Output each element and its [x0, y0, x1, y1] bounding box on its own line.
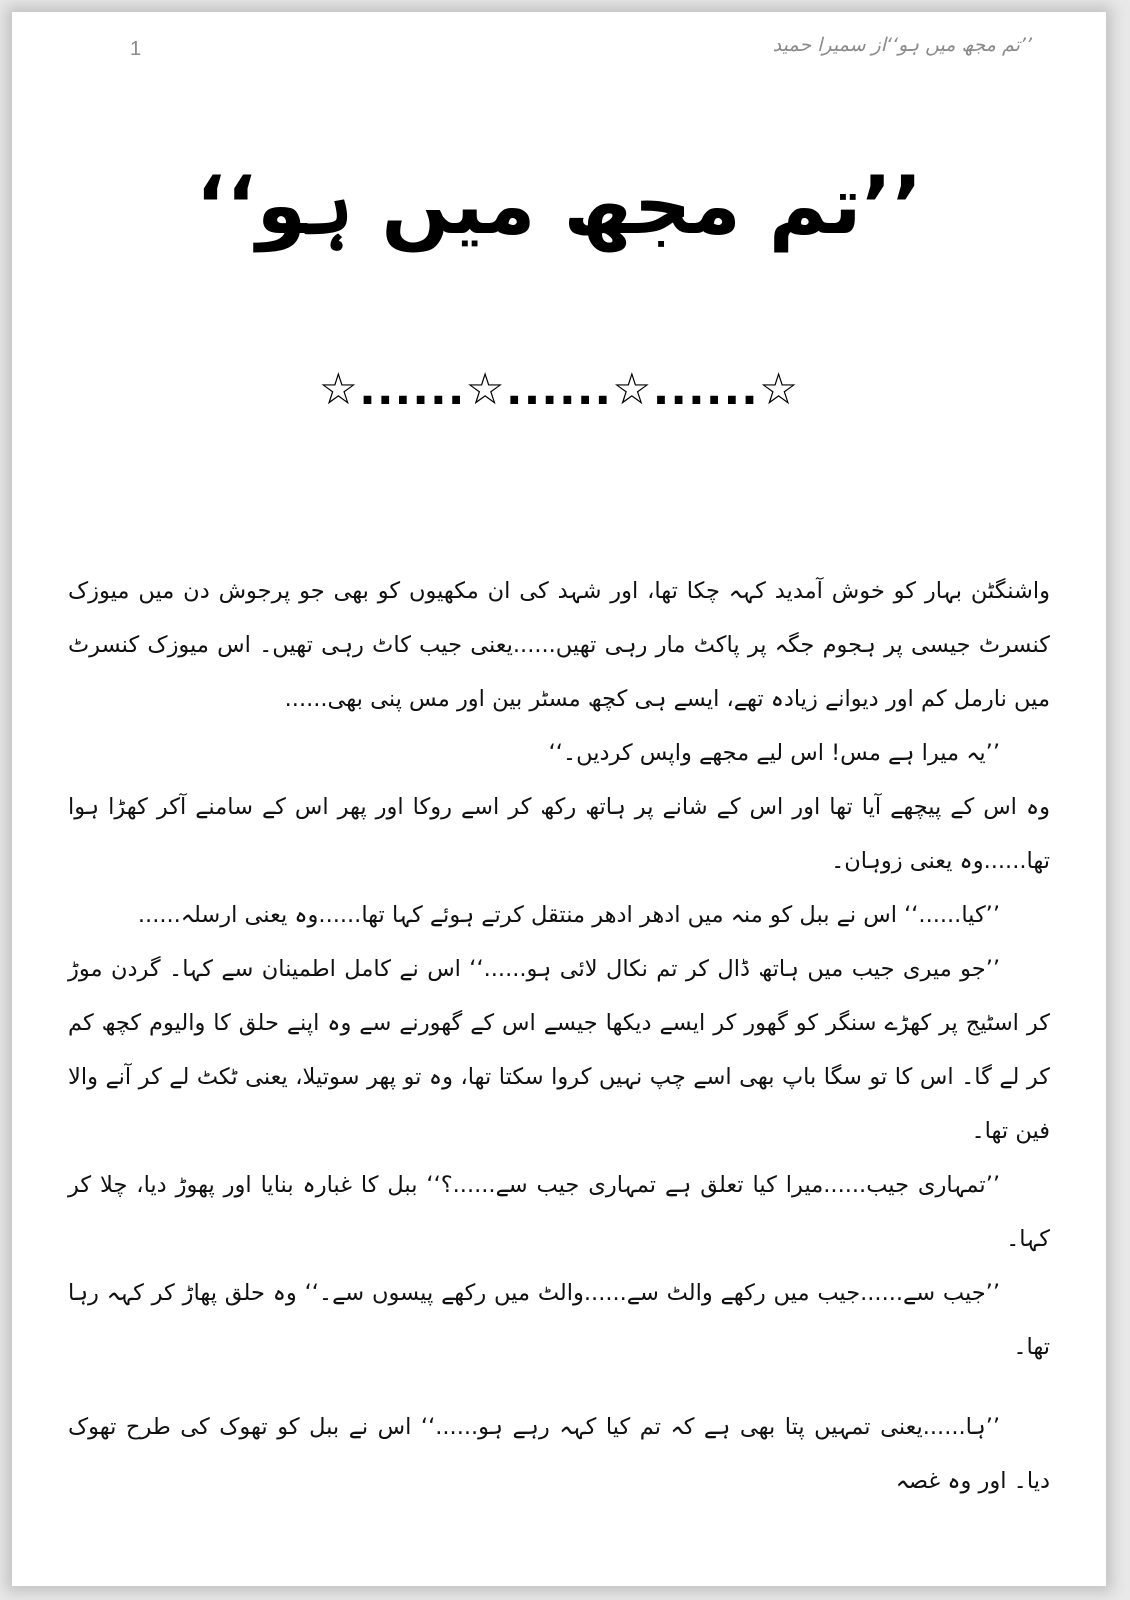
- star-separator: ☆......☆......☆......☆: [318, 364, 800, 415]
- paragraph: وہ اس کے پیچھے آیا تھا اور اس کے شانے پر ہاتھ رکھ کر اسے روکا اور پھر اس کے سامنے آکر کھڑا ہوا تھا......وہ یعنی زوہان۔: [68, 794, 1050, 874]
- paragraph: ’’تمہاری جیب......میرا کیا تعلق ہے تمہاری جیب سے......؟‘‘ ببل کا غبارہ بنایا اور پھوڑ دیا، چلا کر کہا۔: [68, 1172, 1050, 1252]
- page-number: 1: [130, 38, 142, 60]
- paragraph: واشنگٹن بہار کو خوش آمدید کہہ چکا تھا، اور شہد کی ان مکھیوں کو بھی جو پرجوش دن میں میوزک کنسرٹ جیسی پر ہجوم جگہ پر پاکٹ مار رہی تھیں......یعنی جیب کاٹ رہی تھیں۔ اس میوزک کنسرٹ میں نارمل کم اور دیوانے زیادہ تھے، ایسے ہی کچھ مسٹر بین اور مس پنی بھی......: [68, 578, 1050, 712]
- paragraph: ’’کیا......‘‘ اس نے ببل کو منہ میں ادھر ادھر منتقل کرتے ہوئے کہا تھا......وہ یعنی ارسلہ......: [137, 902, 1000, 928]
- story-title: ’’تم مجھ میں ہو‘‘: [195, 159, 923, 252]
- running-header: ’’تم مجھ میں ہو‘‘از سمیرا حمید: [772, 34, 1032, 56]
- story-body: [68, 564, 1050, 1508]
- paragraph: ’’جو میری جیب میں ہاتھ ڈال کر تم نکال لائی ہو......‘‘ اس نے کامل اطمینان سے کہا۔ گردن موڑ کر اسٹیج پر کھڑے سنگر کو گھور کر ایسے دیکھا جیسے اس کے گھورنے سے وہ اپنے حلق کا والیوم کچھ کم کر لے گا۔ اس کا تو سگا باپ بھی اسے چپ نہیں کروا سکتا تھا، وہ تو پھر سوتیلا، یعنی ٹکٹ لے کر آنے والا فین تھا۔: [68, 956, 1050, 1144]
- paragraph: ’’یہ میرا ہے مس! اس لیے مجھے واپس کردیں۔‘‘: [548, 740, 1000, 766]
- paragraph: ’’جیب سے......جیب میں رکھے والٹ سے......والٹ میں رکھے پیسوں سے۔‘‘ وہ حلق پھاڑ کر کہہ رہا تھا۔: [68, 1280, 1050, 1360]
- paragraph: ’’ہا......یعنی تمہیں پتا بھی ہے کہ تم کیا کہہ رہے ہو......‘‘ اس نے ببل کو تھوک کی طرح تھوک دیا۔ اور وہ غصہ: [68, 1414, 1050, 1494]
- document-page: [12, 12, 1106, 1586]
